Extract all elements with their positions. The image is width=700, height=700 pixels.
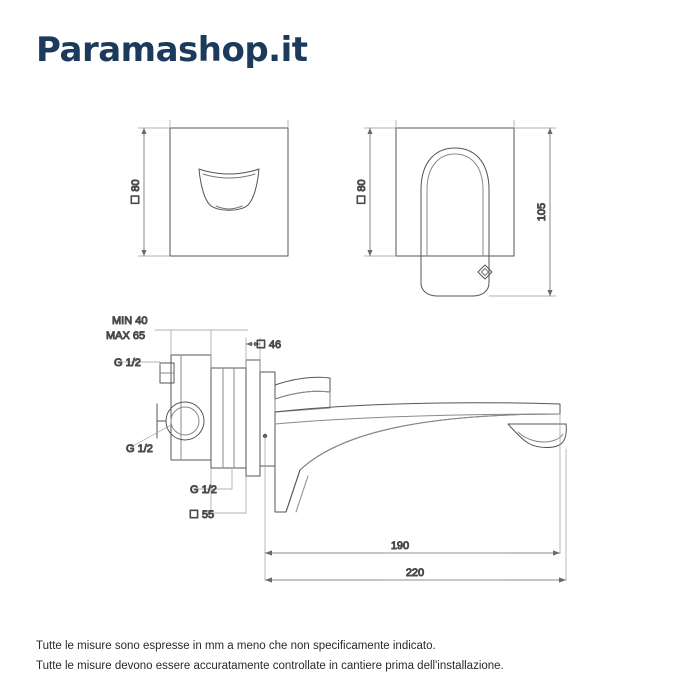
footer-notes	[36, 636, 676, 676]
dim-max-depth: MAX 65	[106, 330, 146, 342]
dim-body-round: ☐ 55	[189, 509, 215, 521]
dim-total-projection: 220	[405, 567, 425, 579]
footer-note-line-2: Tutte le misure devono essere accuratamente controllate in cantiere prima dell'installazione.	[36, 659, 504, 672]
brand-logo: Paramashop.it	[36, 30, 308, 70]
dim-body-square: ☐ 46	[256, 339, 282, 351]
dim-inlet-left: G 1/2	[126, 443, 153, 455]
dim-plate-width: ☐ 80	[356, 179, 368, 205]
dim-inlet-bottom: G 1/2	[190, 484, 217, 496]
dim-inlet-top: G 1/2	[114, 357, 141, 369]
dim-min-depth: MIN 40	[112, 315, 148, 327]
footer-note-line-1: Tutte le misure sono espresse in mm a meno che non specificamente indicato.	[36, 639, 436, 652]
dim-front-width: ☐ 80	[130, 179, 142, 205]
dim-spout-projection: 190	[390, 540, 410, 552]
dim-plate-height: 105	[536, 202, 548, 222]
